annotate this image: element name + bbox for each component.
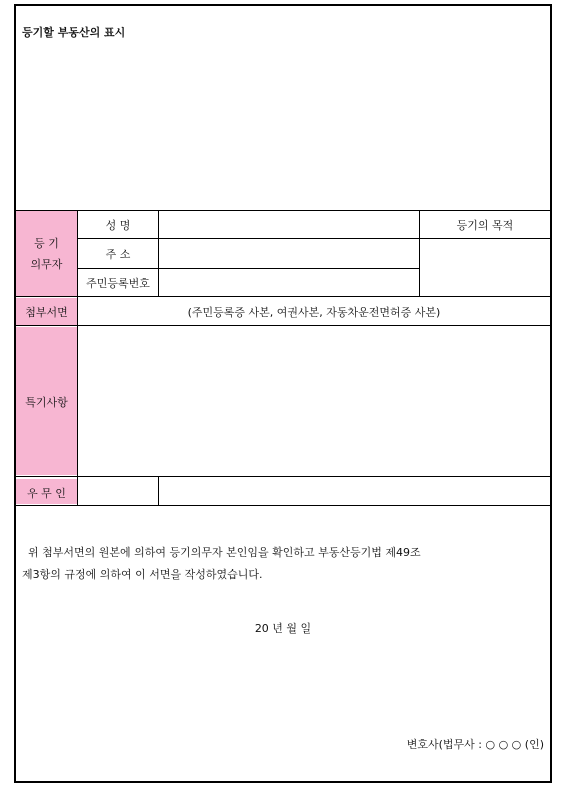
form-frame <box>14 4 552 783</box>
divider <box>77 238 550 239</box>
divider <box>158 210 159 296</box>
obligor-label-cell <box>16 211 77 296</box>
name-label: 성 명 <box>105 219 131 232</box>
divider <box>16 505 550 506</box>
purpose-label: 등기의 목적 <box>456 219 514 232</box>
obligor-label-line1: 등 기 <box>34 237 59 250</box>
divider <box>16 476 550 477</box>
divider <box>16 325 550 326</box>
statement-line-1: 위 첨부서면의 원본에 의하여 등기의무자 본인임을 확인하고 부동산등기법 제49조 <box>28 546 421 559</box>
divider <box>16 210 550 211</box>
obligor-label-line2: 의무자 <box>30 258 63 271</box>
section-title: 등기할 부동산의 표시 <box>22 26 126 39</box>
attachments-label: 첨부서면 <box>25 306 68 319</box>
attachments-text: (주민등록증 사본, 여권사본, 자동차운전면허증 사본) <box>187 306 441 319</box>
resident-id-label: 주민등록번호 <box>86 277 150 290</box>
address-label: 주 소 <box>105 248 131 261</box>
signature-line: 변호사(법무사 : ○ ○ ○ (인) <box>406 738 544 751</box>
date-line: 20 년 월 일 <box>254 622 312 635</box>
witness-label: 우 무 인 <box>27 487 66 500</box>
divider <box>16 296 550 297</box>
divider <box>158 476 159 505</box>
divider <box>77 268 419 269</box>
remarks-label: 특기사항 <box>25 396 68 409</box>
statement-line-2: 제3항의 규정에 의하여 이 서면을 작성하였습니다. <box>22 568 263 581</box>
